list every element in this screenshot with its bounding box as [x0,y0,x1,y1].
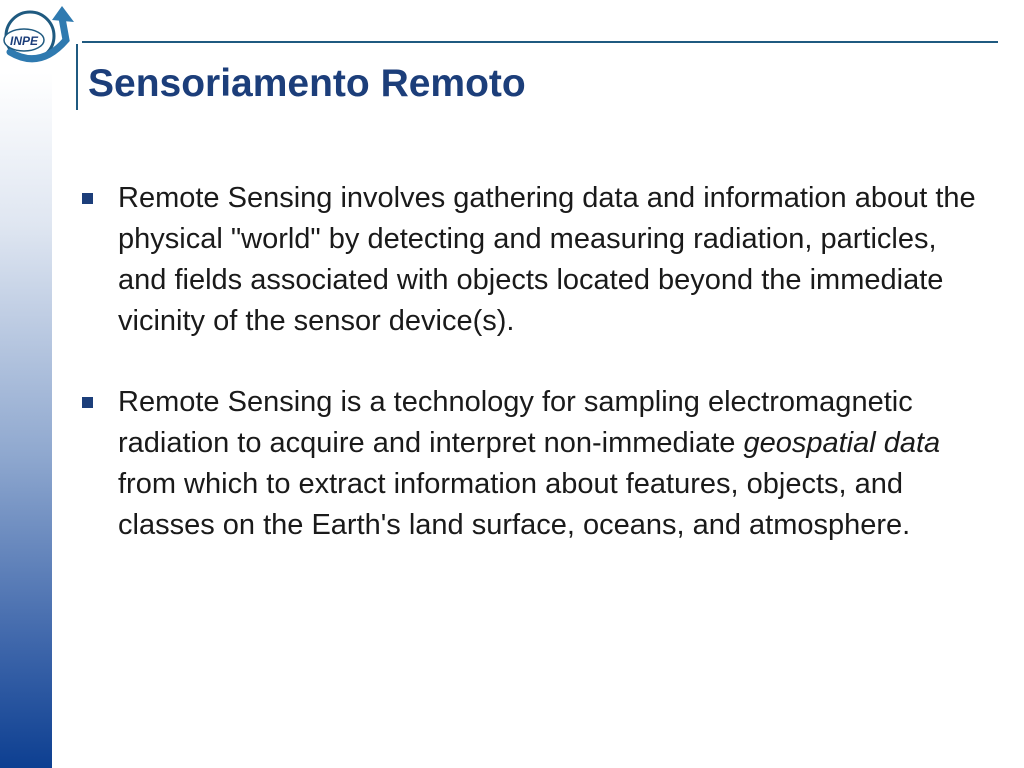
bullet-text: Remote Sensing involves gathering data and information about the physical "world" by detecting and measuring radiation, particles, and fields associated with objects located beyond the immediate vicinity of the sensor device(s). [118,182,976,337]
slide-title: Sensoriamento Remoto [88,62,526,105]
title-vertical-rule [76,44,78,110]
inpe-logo [0,0,92,72]
header-rule [82,41,998,43]
bullet-marker [82,397,93,408]
bullet-text-emphasis: geospatial data [743,427,941,459]
bullet-item [82,382,987,546]
bullet-marker [82,193,93,204]
bullet-text-after: from which to extract information about features, objects, and classes on the Earth's land surface, oceans, and atmosphere. [118,468,911,541]
side-gradient-band [0,72,52,768]
bullet-list [82,178,987,586]
logo-text: INPE [9,34,39,48]
bullet-text-before: Remote Sensing is a technology for sampling electromagnetic radiation to acquire and interpret non-immediate [118,386,913,459]
bullet-item [82,178,987,342]
